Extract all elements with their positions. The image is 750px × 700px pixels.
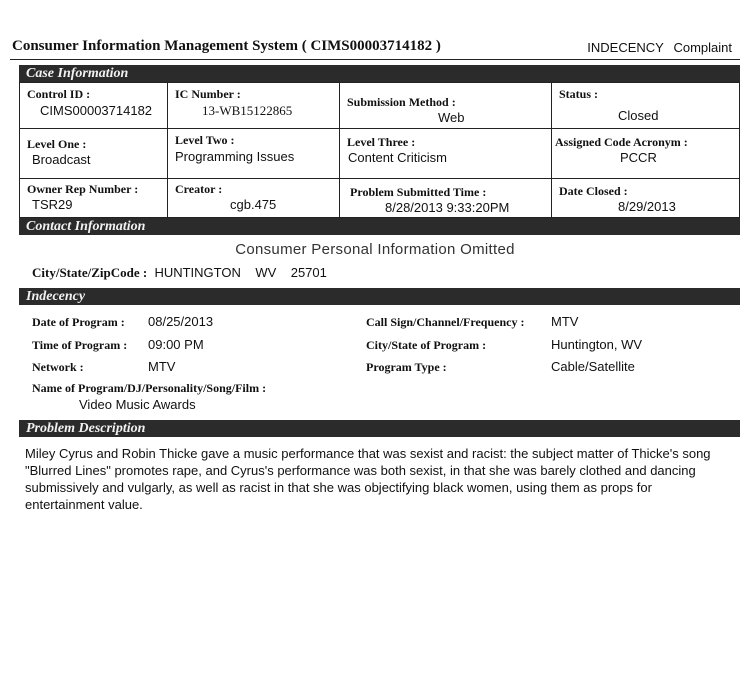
case-information-grid xyxy=(19,82,740,218)
problem-description-header xyxy=(19,420,740,437)
contact-information-title: Contact Information xyxy=(26,219,146,234)
program-type-label: Program Type : xyxy=(366,360,447,374)
owner-rep-cell xyxy=(20,179,167,218)
case-row-1 xyxy=(20,83,739,128)
level-one-value: Broadcast xyxy=(32,152,91,167)
ic-number-cell xyxy=(167,83,339,128)
date-of-program-value: 08/25/2013 xyxy=(148,314,214,329)
city-state-zip xyxy=(32,265,327,281)
network-label: Network : xyxy=(32,360,84,374)
program-name-value: Video Music Awards xyxy=(79,397,196,412)
level-two-value: Programming Issues xyxy=(175,149,295,164)
time-of-program-label: Time of Program : xyxy=(32,338,128,352)
ic-number-value: 13-WB15122865 xyxy=(202,103,293,118)
network-value: MTV xyxy=(148,359,176,374)
assigned-code-value: PCCR xyxy=(620,150,657,165)
level-one-cell xyxy=(20,129,167,179)
owner-rep-value: TSR29 xyxy=(32,197,73,212)
creator-label: Creator : xyxy=(175,182,223,196)
status-label: Status : xyxy=(559,87,599,101)
indecency-header xyxy=(19,288,740,305)
submission-method-label: Submission Method : xyxy=(347,95,456,109)
complaint-kind: Complaint xyxy=(673,40,732,55)
problem-submitted-value: 8/28/2013 9:33:20PM xyxy=(385,200,510,215)
level-one-label: Level One : xyxy=(27,137,87,151)
case-row-3 xyxy=(20,178,739,218)
problem-submitted-cell xyxy=(339,179,551,218)
problem-description-title: Problem Description xyxy=(26,421,146,436)
level-three-value: Content Criticism xyxy=(348,150,447,165)
city-state-zip-label: City/State/ZipCode : xyxy=(32,265,148,280)
submission-method-value: Web xyxy=(438,110,465,125)
ic-number-label: IC Number : xyxy=(175,87,241,101)
time-of-program-value: 09:00 PM xyxy=(148,337,204,352)
owner-rep-label: Owner Rep Number : xyxy=(27,182,139,196)
document-title: Consumer Information Management System ( CIMS00003714182 ) xyxy=(12,38,441,54)
program-name-label: Name of Program/DJ/Personality/Song/Film : xyxy=(32,381,267,395)
level-two-cell xyxy=(167,129,339,179)
case-information-header xyxy=(19,65,740,82)
city-state-program-value: Huntington, WV xyxy=(551,337,643,352)
control-id-cell xyxy=(20,83,167,128)
creator-value: cgb.475 xyxy=(230,197,277,212)
personal-info-omitted-notice: Consumer Personal Information Omitted xyxy=(235,241,515,258)
date-closed-label: Date Closed : xyxy=(559,184,628,198)
problem-description-text: Miley Cyrus and Robin Thicke gave a music performance that was sexist and racist: the subject matter of Thicke's song "Blurred Lines" promotes rape, and Cyrus's performance was both sexist, in that she was barely clothed and dancing submissively and vulgarly, as well as racist in that she was objectifying black women, using them as props for entertainment value. xyxy=(25,446,711,512)
city-state-program-label: City/State of Program : xyxy=(366,338,487,352)
city-state-zip-value: HUNTINGTON WV 25701 xyxy=(154,265,327,280)
assigned-code-label: Assigned Code Acronym : xyxy=(555,135,688,149)
call-sign-value: MTV xyxy=(551,314,579,329)
complaint-type xyxy=(587,40,732,55)
contact-information-header xyxy=(19,218,740,235)
complaint-category: INDECENCY xyxy=(587,40,664,55)
submission-method-cell xyxy=(339,83,551,128)
date-closed-cell xyxy=(551,179,739,218)
date-of-program-label: Date of Program : xyxy=(32,315,125,329)
problem-submitted-label: Problem Submitted Time : xyxy=(350,185,487,199)
case-information-title: Case Information xyxy=(26,66,129,81)
assigned-code-cell xyxy=(551,129,739,179)
control-id-label: Control ID : xyxy=(27,87,91,101)
level-two-label: Level Two : xyxy=(175,133,235,147)
creator-cell xyxy=(167,179,339,218)
level-three-cell xyxy=(339,129,551,179)
header-divider xyxy=(10,59,740,60)
program-type-value: Cable/Satellite xyxy=(551,359,635,374)
call-sign-label: Call Sign/Channel/Frequency : xyxy=(366,315,525,329)
date-closed-value: 8/29/2013 xyxy=(618,199,676,214)
case-row-2 xyxy=(20,128,739,179)
status-value: Closed xyxy=(618,108,659,123)
control-id-value: CIMS00003714182 xyxy=(40,103,153,118)
status-cell xyxy=(551,83,739,128)
indecency-title: Indecency xyxy=(26,289,86,304)
level-three-label: Level Three : xyxy=(347,135,416,149)
